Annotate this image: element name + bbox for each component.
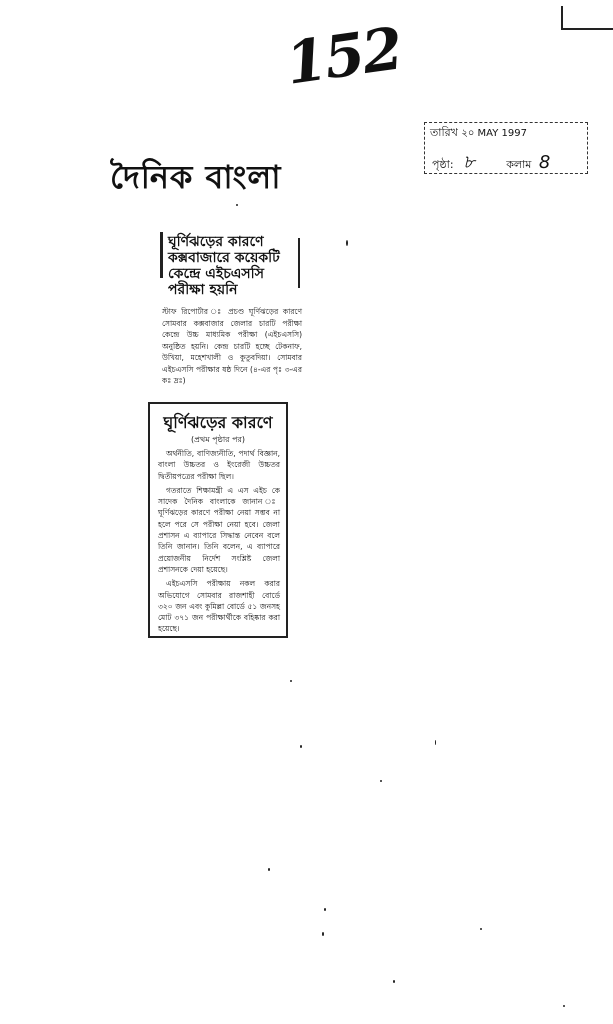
scan-speck [380,780,382,782]
scan-speck [322,932,324,936]
article2-continuation-box [148,402,288,638]
scan-speck [480,928,482,930]
article2-subhead: (প্রথম পৃষ্ঠার পর) [190,435,246,444]
stamp-date-value: ২০ MAY 1997 [461,128,527,139]
stamp-page-row: পৃষ্ঠা: ৮ কলাম 8 [432,152,551,173]
clip-bracket-right [298,238,300,288]
clip-bracket-left [160,232,163,278]
scan-speck [346,240,348,246]
article1-continued: (৪-এর পৃঃ ৩-এর কঃ দ্রঃ) [162,364,302,385]
stamp-column-value: 8 [538,152,551,173]
article2-headline: ঘূর্ণিঝড়ের কারণে [163,413,273,432]
article1-clipping [160,232,300,307]
newspaper-masthead: দৈনিক বাংলা [110,158,282,196]
scan-speck [435,740,436,745]
stamp-column-label: কলাম [506,158,532,171]
article1-body [162,306,302,387]
scan-speck [268,868,270,871]
folio-number: 152 [281,14,406,98]
scan-speck [290,680,292,682]
article2-body [158,448,280,638]
corner-mark-vertical [561,6,563,30]
scan-speck [393,980,395,983]
scan-speck [236,204,238,206]
article1-body-text: স্টাফ রিপোর্টার ঃ প্রচণ্ড ঘূর্ণিঝড়ের কারণে সোমবার কক্সবাজার জেলার চারটি পরীক্ষা কেন্দ্রে উচ্চ মাধ্যমিক পরীক্ষা (এইচএসসি) অনুষ্ঠিত হয়নি। কেন্দ্র চারটি হচ্ছে টেকনাফ, উখিয়া, মহেশখালী ও কুতুবদিয়া। সোমবার এইচএসসি পরীক্ষার ষষ্ঠ দিনে [162,307,302,374]
scan-speck [563,1005,565,1007]
stamp-page-value: ৮ [463,152,475,173]
article2-paragraph: এইচএসসি পরীক্ষায় নকল করার অভিযোগে সোমবার রাজশাহী বোর্ডে ৩২০ জন এবং কুমিল্লা বোর্ডে ৫১ জনসহ মোট ৩৭১ জন পরীক্ষার্থীকে বহিষ্কার করা হয়েছে। [158,579,280,634]
scan-speck [300,745,302,748]
stamp-date-row [430,124,527,143]
article2-paragraph: অর্থনীতি, বাণিজ্যনীতি, পদার্থ বিজ্ঞান, বাংলা উচ্চতর ও ইংরেজী উচ্চতর দ্বিতীয়পত্রের পরীক্ষা ছিল। [158,449,280,481]
stamp-date-label: তারিখ [430,126,458,139]
stamp-page-label: পৃষ্ঠা [432,158,450,171]
article2-paragraph: গতরাতে শিক্ষামন্ত্রী এ এস এইচ কে সাদেক দৈনিক বাংলাকে জানান ঃ ঘূর্ণিঝড়ের কারণে পরীক্ষা নেয়া সম্ভব না হলে পরে সে পরীক্ষা নেয়া হবে। জেলা প্রশাসন এ ব্যাপারে সিদ্ধান্ত নেবেন বলে তিনি জানান। তিনি বলেন, এ ব্যাপারে প্রয়োজনীয় নির্দেশ সংশ্লিষ্ট জেলা প্রশাসনকে দেয়া হয়েছে। [158,485,280,574]
article1-headline: ঘূর্ণিঝড়ের কারণে কক্সবাজারে কয়েকটি কেন্দ্রে এইচএসসি পরীক্ষা হয়নি [168,234,280,298]
corner-mark-horizontal [563,28,613,30]
scan-speck [324,908,326,911]
